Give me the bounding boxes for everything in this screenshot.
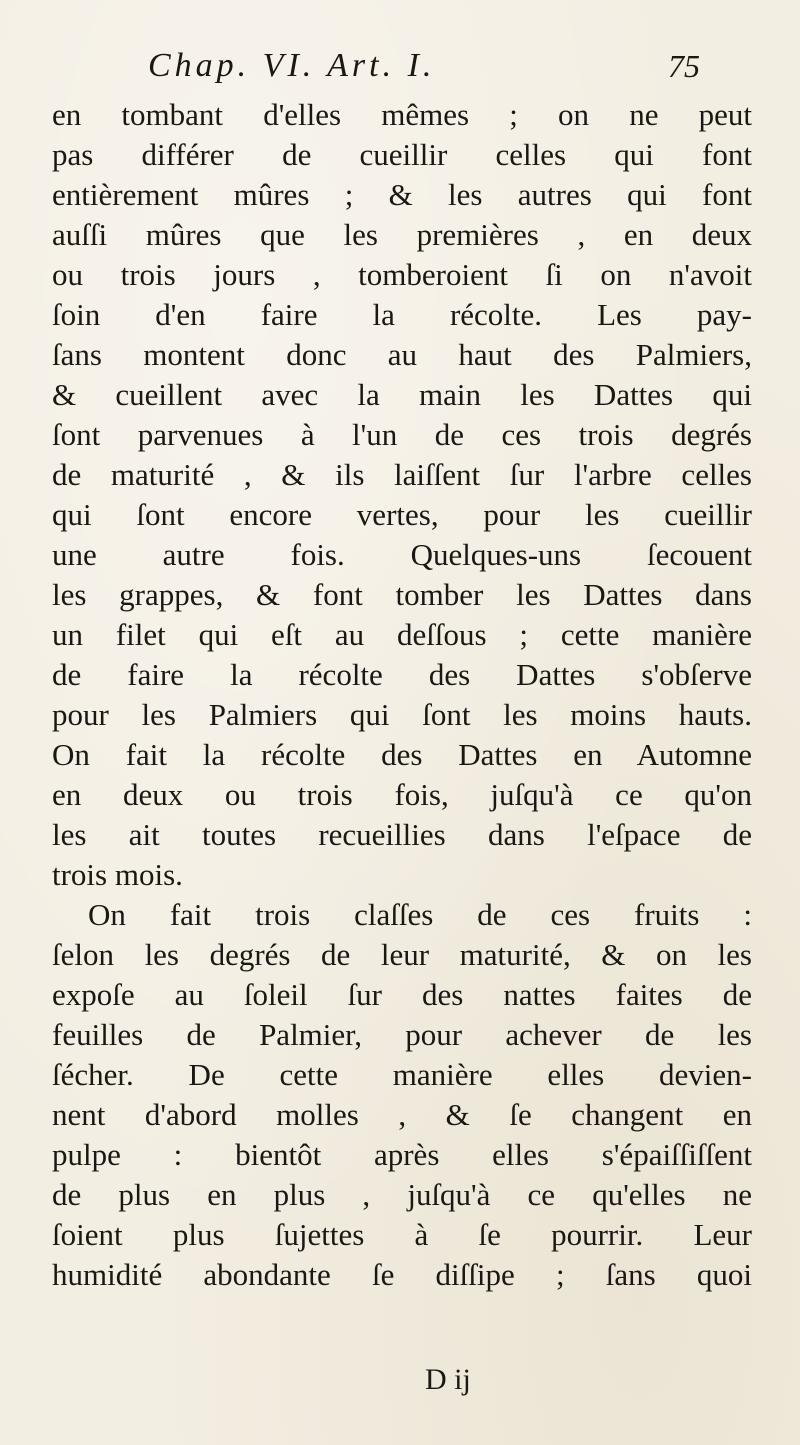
text-line: en deux ou trois fois, juſqu'à ce qu'on bbox=[52, 777, 752, 812]
text-line: une autre fois. Quelques-uns ſecouent bbox=[52, 537, 752, 572]
text-line: de faire la récolte des Dattes s'obſerve bbox=[52, 657, 752, 692]
text-line: les grappes, & font tomber les Dattes dans bbox=[52, 577, 752, 612]
text-line: pour les Palmiers qui ſont les moins hauts. bbox=[52, 697, 752, 732]
text-line: ſoient plus ſujettes à ſe pourrir. Leur bbox=[52, 1217, 752, 1252]
text-line: les ait toutes recueillies dans l'eſpace de bbox=[52, 817, 752, 852]
text-line: un filet qui eſt au deſſous ; cette manière bbox=[52, 617, 752, 652]
text-line: ſelon les degrés de leur maturité, & on les bbox=[52, 937, 752, 972]
signature-mark: D ij bbox=[425, 1363, 471, 1396]
text-line: & cueillent avec la main les Dattes qui bbox=[52, 377, 752, 412]
text-line: auſſi mûres que les premières , en deux bbox=[52, 217, 752, 252]
text-line: pas différer de cueillir celles qui font bbox=[52, 137, 752, 172]
text-line: expoſe au ſoleil ſur des nattes faites de bbox=[52, 977, 752, 1012]
text-line: entièrement mûres ; & les autres qui font bbox=[52, 177, 752, 212]
text-line: ou trois jours , tomberoient ſi on n'avoit bbox=[52, 257, 752, 292]
chapter-heading: Chap. VI. Art. I. bbox=[148, 47, 436, 84]
text-line: ſont parvenues à l'un de ces trois degrés bbox=[52, 417, 752, 452]
text-line: feuilles de Palmier, pour achever de les bbox=[52, 1017, 752, 1052]
text-line: humidité abondante ſe diſſipe ; ſans quoi bbox=[52, 1257, 752, 1292]
text-line: ſoin d'en faire la récolte. Les pay- bbox=[52, 297, 752, 332]
text-line: en tombant d'elles mêmes ; on ne peut bbox=[52, 97, 752, 132]
text-line: nent d'abord molles , & ſe changent en bbox=[52, 1097, 752, 1132]
running-head bbox=[140, 42, 700, 90]
text-line: qui ſont encore vertes, pour les cueillir bbox=[52, 497, 752, 532]
text-line: de plus en plus , juſqu'à ce qu'elles ne bbox=[52, 1177, 752, 1212]
text-line: ſans montent donc au haut des Palmiers, bbox=[52, 337, 752, 372]
text-line: trois mois. bbox=[52, 857, 183, 892]
text-line: de maturité , & ils laiſſent ſur l'arbre celles bbox=[52, 457, 752, 492]
text-line: On fait la récolte des Dattes en Automne bbox=[52, 737, 752, 772]
page-number: 75 bbox=[668, 48, 700, 84]
body-text bbox=[52, 95, 752, 1295]
text-line: ſécher. De cette manière elles devien- bbox=[52, 1057, 752, 1092]
text-line: pulpe : bientôt après elles s'épaiſſiſſent bbox=[52, 1137, 752, 1172]
text-line: On fait trois claſſes de ces fruits : bbox=[88, 897, 752, 932]
